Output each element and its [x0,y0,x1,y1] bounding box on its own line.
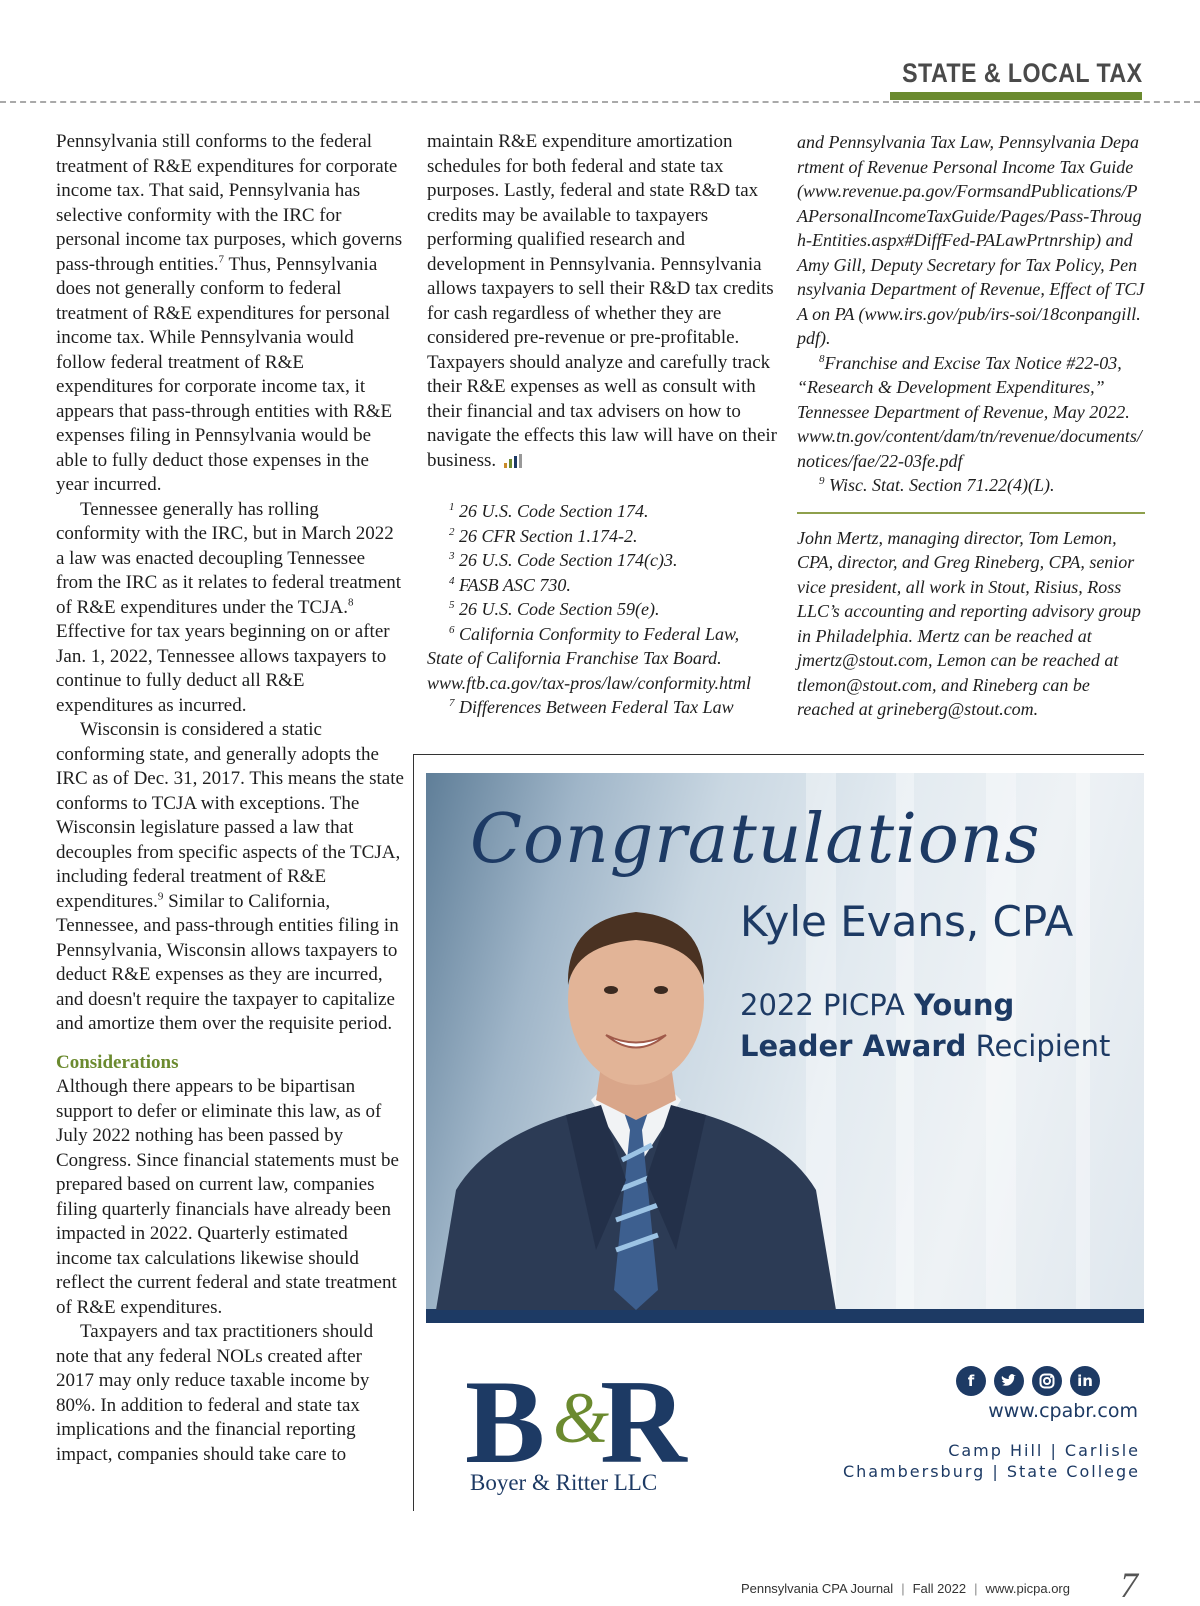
award-title: 2022 PICPA Young Leader Award Recipient [740,988,1111,1063]
journal-name: Pennsylvania CPA Journal [740,1581,894,1596]
footnote: $^9$ Wisc. Stat. Section 71.22(4)(L). [819,475,1055,495]
ad-photo-bar [426,1309,1144,1323]
end-mark-icon [502,453,524,469]
author-bio: John Mertz, managing director, Tom Lemon, CPA, director, and Greg Rineberg, CPA, senior vice president, all work in Stout, Risius, Ross LLC’s accounting and reporting advisory group in Philadelphia. Mertz can be reached at jmertz@stout.com, Lemon can be reached at tlemon@stout.com, and Rineberg can be reached at grineberg@stout.com. [797,527,1141,719]
header-divider [0,101,1200,103]
office-locations: Camp Hill | Carlisle [948,1441,1140,1460]
facebook-icon[interactable]: f [956,1366,986,1396]
subheading: Considerations [56,1051,179,1073]
honoree-name: Kyle Evans, CPA [740,897,1074,946]
section-accent-bar [890,92,1142,100]
footnote: $^5$ 26 U.S. Code Section 59(e). [449,599,660,619]
footnote: $^4$ FASB ASC 730. [449,574,571,595]
portrait-photo [426,890,846,1310]
section-title: STATE & LOCAL TAX [901,58,1142,88]
article-column-1 [56,130,404,1467]
footnote: $^2$ 26 CFR Section 1.174-2. [449,525,638,546]
article-column-3 [797,130,1145,722]
paragraph: Tennessee generally has rolling conformity with the IRC, but in March 2022 a law was enacted decoupling Tennessee from the IRC as it relates to federal treatment of R&E expenditures under the TCJA.$^8$ Effective for tax years beginning on or after Jan. 1, 2022, Tennessee allows taxpayers to continue to fully deduct all R&E expenditures as incurred. [56,498,402,716]
footnote: $^3$ 26 U.S. Code Section 174(c)3. [449,550,678,570]
page-footer: Pennsylvania CPA Journal | Fall 2022 | www.picpa.org [740,1581,1070,1596]
linkedin-icon[interactable]: in [1070,1366,1100,1396]
bio-divider [797,512,1145,514]
paragraph: Taxpayers and tax practitioners should note that any federal NOLs created after 2017 may only reduce taxable income by 80%. In addition to federal and state tax implications and the financial reporting impact, companies should take care to [56,1321,374,1465]
article-column-2 [427,130,777,720]
footnote-continued: and Pennsylvania Tax Law, Pennsylvania Department of Revenue Personal Income Tax Guide (www.revenue.pa.gov/FormsandPublications/PAPersonalIncomeTaxGuide/Pages/Pass-Through-Entities.aspx#DiffFed-PALawPrtnrship) and Amy Gill, Deputy Secretary for Tax Policy, Pennsylvania Department of Revenue, Effect of TCJA on PA (www.irs.gov/pub/irs-soi/18conpangill.pdf). [797,132,1145,348]
instagram-icon[interactable] [1032,1366,1062,1396]
paragraph: Wisconsin is considered a static conforming state, and generally adopts the IRC as of Dec. 31, 2017. This means the state conforms to TCJA with exceptions. The Wisconsin legislature passed a law that decouples from specific aspects of the TCJA, including federal treatment of R&E expenditures.$^9$ Similar to California, Tennessee, and pass-through entities filing in Pennsylvania, Wisconsin allows taxpayers to deduct R&E expenses as they are incurred, and doesn't require the taxpayer to capitalize and amortize them over the requisite period. [56,719,404,1034]
footer-website-link[interactable]: www.picpa.org [985,1581,1070,1596]
paragraph: Pennsylvania still conforms to the federal treatment of R&E expenditures for corporate income tax. That said, Pennsylvania has selective conformity with the IRC for personal income tax purposes, which governs pass-through entities.$^7$ Thus, Pennsylvania does not generally conform to federal treatment of R&E expenditures for personal income tax. While Pennsylvania would follow federal treatment of R&E expenditures for corporate income tax, it appears that pass-through entities with R&E expenses filing in Pennsylvania would be able to fully deduct those expenses in the year incurred. [56,131,403,495]
svg-text:R: R [600,1360,687,1480]
footnote: $^8$Franchise and Excise Tax Notice #22-03, “Research & Development Expenditures,” Tennessee Department of Revenue, May 2022. www.tn.gov/content/dam/tn/revenue/documents/notices/fae/22-03fe.pdf [797,352,1142,471]
paragraph: maintain R&E expenditure amortization schedules for both federal and state tax purposes. Lastly, federal and state R&D tax credits may be available to taxpayers performing qualified research and development in Pennsylvania. Pennsylvania allows taxpayers to sell their R&D tax credits for cash regardless of whether they are considered pre-revenue or pre-profitable. Taxpayers should analyze and carefully track their R&E expenses as well as consult with their financial and tax advisers on how to navigate the effects this law will have on their business. [427,131,777,471]
footnote: $^6$ California Conformity to Federal Law, State of California Franchise Tax Board. www.ftb.ca.gov/tax-pros/law/conformity.html [427,623,751,693]
office-locations: Chambersburg | State College [842,1462,1140,1481]
svg-text:&: & [553,1378,610,1458]
paragraph: Although there appears to be bipartisan support to defer or eliminate this law, as of July 2022 nothing has been passed by Congress. Since financial statements must be prepared based on current law, companies filing quarterly financials have already been impacted in 2022. Quarterly estimated income tax calculations likewise should reflect the current federal and state treatment of R&E expenditures. [56,1076,399,1318]
social-links [956,1366,1100,1396]
congratulations-heading: Congratulations [470,800,1041,879]
issue-date: Fall 2022 [912,1581,967,1596]
footnote: $^7$ Differences Between Federal Tax Law [449,697,734,717]
twitter-icon[interactable] [994,1366,1024,1396]
boyer-ritter-logo [465,1360,695,1480]
svg-text:B: B [465,1360,546,1480]
page-number: 7 [1120,1565,1138,1605]
footnotes [427,499,777,720]
firm-name: Boyer & Ritter LLC [470,1470,658,1495]
ad-website-link[interactable]: www.cpabr.com [988,1400,1138,1422]
footnote: $^1$ 26 U.S. Code Section 174. [449,501,649,521]
